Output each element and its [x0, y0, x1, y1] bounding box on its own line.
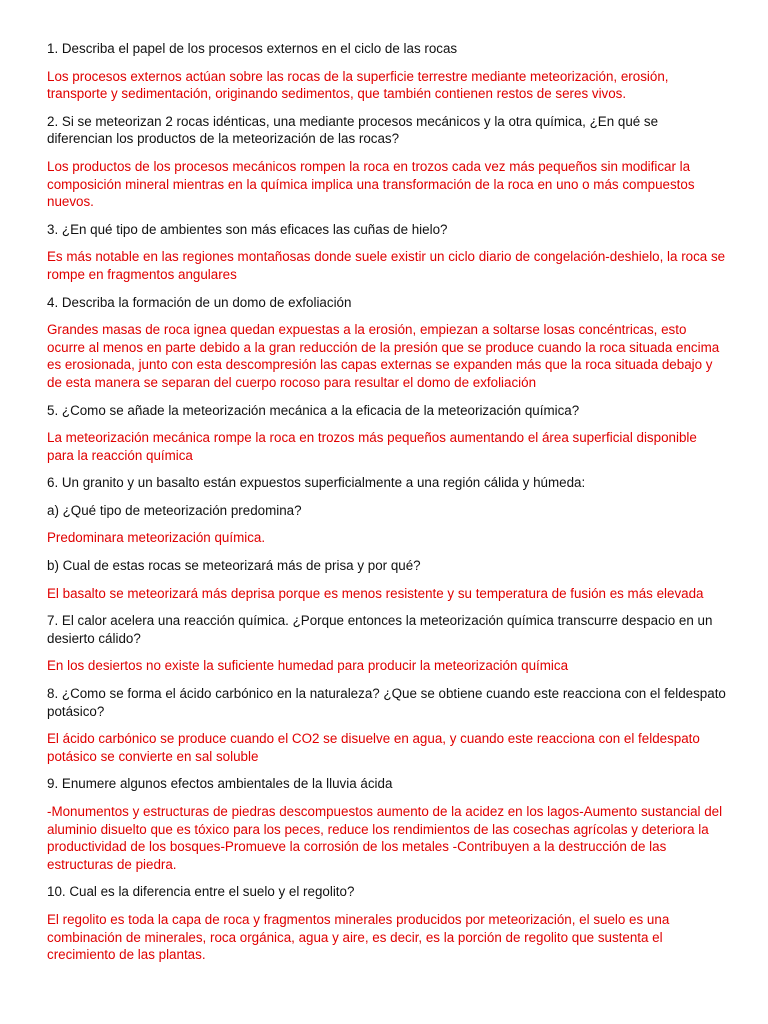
question-5: 5. ¿Como se añade la meteorización mecánica a la eficacia de la meteorización química?	[47, 402, 580, 418]
answer-9: -Monumentos y estructuras de piedras descompuestos aumento de la acidez en los lagos-Aumento sustancial del aluminio disuelto que es tóxico para los peces, reduce los rendimientos de las cosechas agrícolas y deteriora la productividad de los bosques-Promueve la corrosión de los metales -Contribuyen a la destrucción de las estructuras de piedra.	[47, 804, 723, 872]
answer-7: En los desiertos no existe la suficiente humedad para producir la meteorización química	[47, 658, 569, 674]
answer-5: La meteorización mecánica rompe la roca en trozos más pequeños aumentando el área superficial disponible para la reacción química	[47, 430, 697, 463]
question-9: 9. Enumere algunos efectos ambientales de la lluvia ácida	[47, 776, 393, 792]
answer-8: El ácido carbónico se produce cuando el CO2 se disuelve en agua, y cuando este reacciona con el feldespato potásico se convierte en sal soluble	[47, 731, 700, 764]
answer-4: Grandes masas de roca ignea quedan expuestas a la erosión, empiezan a soltarse losas concéntricas, esto ocurre al menos en parte debido a la gran reducción de la presión que se produce cuando la roca situada encima es erosionada, junto con esta descompresión las capas externas se expanden más que la roca situada debajo y de esta manera se separan del cuerpo rocoso para resultar el domo de exfoliación	[47, 322, 720, 390]
question-6b: b) Cual de estas rocas se meteorizará más de prisa y por qué?	[47, 558, 421, 574]
question-1: 1. Describa el papel de los procesos externos en el ciclo de las rocas	[47, 41, 458, 56]
answer-10: El regolito es toda la capa de roca y fragmentos minerales producidos por meteorización, el suelo es una combinación de minerales, roca orgánica, agua y aire, es decir, es la porción de regolito que sustenta el crecimiento de las plantas.	[47, 911, 670, 963]
question-10: 10. Cual es la diferencia entre el suelo y el regolito?	[47, 884, 355, 900]
question-6a: a) ¿Qué tipo de meteorización predomina?	[47, 502, 302, 518]
question-2: 2. Si se meteorizan 2 rocas idénticas, una mediante procesos mecánicos y la otra química, ¿En qué se diferencian los productos de la meteorización de las rocas?	[47, 113, 659, 147]
question-8: 8. ¿Como se forma el ácido carbónico en la naturaleza? ¿Que se obtiene cuando este reacciona con el feldespato potásico?	[47, 686, 726, 719]
answer-1: Los procesos externos actúan sobre las rocas de la superficie terrestre mediante meteorización, erosión, transporte y sedimentación, originando sedimentos, que también contienen restos de seres vivos.	[47, 68, 669, 102]
answer-3: Es más notable en las regiones montañosas donde suele existir un ciclo diario de congelación-deshielo, la roca se rompe en fragmentos angulares	[47, 249, 726, 282]
question-4: 4. Describa la formación de un domo de exfoliación	[47, 294, 352, 310]
document-page	[47, 40, 727, 974]
answer-6a: Predominara meteorización química.	[47, 530, 266, 546]
answer-2: Los productos de los procesos mecánicos rompen la roca en trozos cada vez más pequeños sin modificar la composición mineral mientras en la química implica una transformación de la roca en uno o más compuestos nuevos.	[47, 158, 695, 210]
question-3: 3. ¿En qué tipo de ambientes son más eficaces las cuñas de hielo?	[47, 221, 448, 237]
question-6: 6. Un granito y un basalto están expuestos superficialmente a una región cálida y húmeda:	[47, 475, 586, 491]
answer-6b: El basalto se meteorizará más deprisa porque es menos resistente y su temperatura de fusión es más elevada	[47, 585, 704, 601]
question-7: 7. El calor acelera una reacción química. ¿Porque entonces la meteorización química transcurre despacio en un desierto cálido?	[47, 613, 713, 646]
